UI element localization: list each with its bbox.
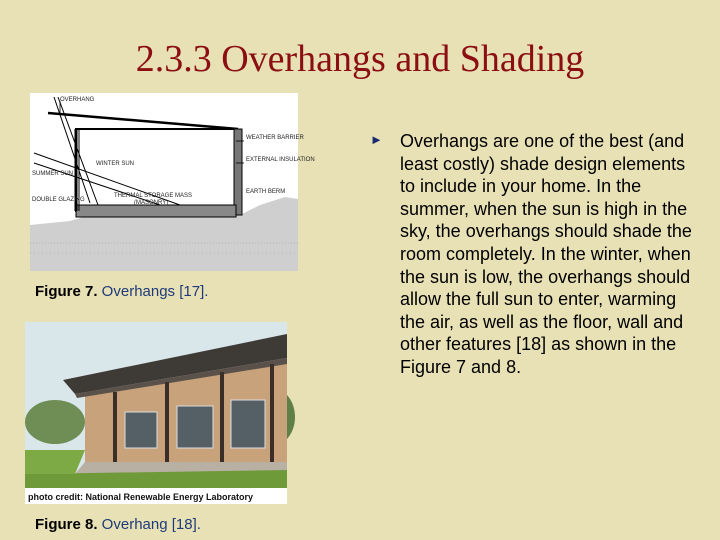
label-weather-barrier: WEATHER BARRIER [246,135,304,141]
bullet-text: Overhangs are one of the best (and least costly) shade design elements to include in your home. In the summer, when the sun is high in the sky, the overhangs should shade the room completely. In the winter, when the sun is low, the overhangs should allow the full sun to enter, warming the air, as well as the floor, wall and other features [18] as shown in the Figure 7 and 8. [400,131,692,377]
label-winter-sun: WINTER SUN [96,161,134,167]
overhang-photo [25,322,287,504]
label-thermal-storage-mass: THERMAL STORAGE MASS [114,193,193,199]
photo-credit: photo credit: National Renewable Energy Laboratory [28,492,254,502]
label-overhang: OVERHANG [60,97,95,103]
figure-7-caption-lead: Figure 7. [35,283,98,300]
slide-title: 2.3.3 Overhangs and Shading [135,38,585,80]
label-summer-sun: SUMMER SUN [32,171,74,177]
bullet-arrow-icon: ► [370,132,383,147]
figure-7-caption-text: Overhangs [17]. [97,283,209,300]
figure-8-caption-text: Overhang [18]. [97,516,201,533]
figure-7-caption [35,284,208,299]
label-double-glazing: DOUBLE GLAZING [32,197,85,203]
label-earth-berm: EARTH BERM [246,189,286,195]
figure-8-caption-lead: Figure 8. [35,516,98,533]
figure-8-caption [35,517,201,532]
label-external-insulation: EXTERNAL INSULATION [246,157,315,163]
label-masonry: (MASONRY) [134,200,169,206]
overhang-diagram [30,93,315,271]
